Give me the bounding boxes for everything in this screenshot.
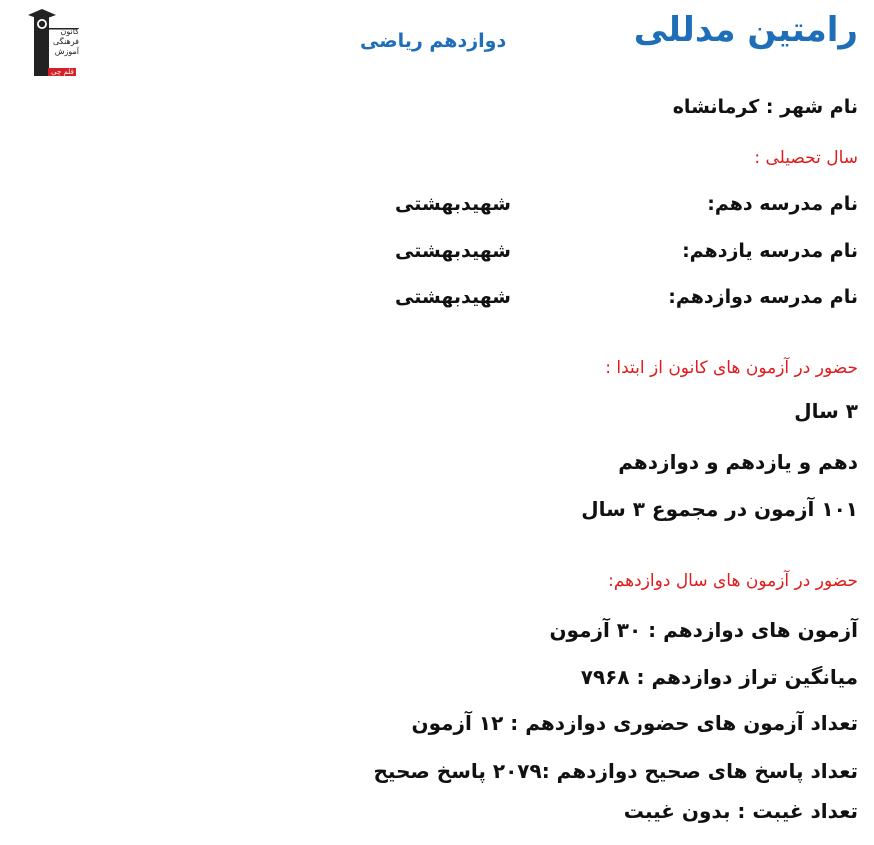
school-12-label: نام مدرسه دوازدهم: bbox=[668, 286, 858, 308]
logo-line-1: کانون bbox=[60, 27, 79, 36]
school-11-value: شهیدبهشتی bbox=[395, 240, 511, 262]
correct-answers-12: تعداد پاسخ های صحیح دوازدهم :۲۰۷۹ پاسخ صحیح bbox=[373, 759, 858, 783]
attendance-exams-total: ۱۰۱ آزمون در مجموع ۳ سال bbox=[581, 497, 858, 521]
academic-year-label: سال تحصیلی : bbox=[754, 148, 858, 168]
in-person-exams-12: تعداد آزمون های حضوری دوازدهم : ۱۲ آزمون bbox=[411, 711, 858, 735]
logo-line-3: آموزش bbox=[54, 47, 79, 56]
logo-line-2: فرهنگی bbox=[53, 37, 79, 46]
school-12-value: شهیدبهشتی bbox=[395, 286, 511, 308]
attendance-years: ۳ سال bbox=[794, 399, 858, 423]
attendance-grades: دهم و یازدهم و دوازدهم bbox=[618, 450, 858, 474]
student-name: رامتین مدللی bbox=[633, 10, 858, 50]
city-line: نام شهر : کرمانشاه bbox=[672, 96, 858, 118]
school-10-label: نام مدرسه دهم: bbox=[707, 193, 858, 215]
exams-12: آزمون های دوازدهم : ۳۰ آزمون bbox=[549, 618, 858, 642]
logo-badge: قلم چی bbox=[51, 68, 74, 76]
grade-field: دوازدهم ریاضی bbox=[360, 30, 507, 52]
school-10-value: شهیدبهشتی bbox=[395, 193, 511, 215]
kanoon-logo bbox=[26, 6, 88, 78]
avg-score-12: میانگین تراز دوازدهم : ۷۹۶۸ bbox=[580, 665, 858, 689]
absence-line: تعداد غیبت : بدون غیبت bbox=[623, 799, 858, 823]
attendance-total-heading: حضور در آزمون های کانون از ابتدا : bbox=[605, 358, 858, 378]
attendance-12-heading: حضور در آزمون های سال دوازدهم: bbox=[608, 571, 858, 591]
school-11-label: نام مدرسه یازدهم: bbox=[682, 240, 858, 262]
